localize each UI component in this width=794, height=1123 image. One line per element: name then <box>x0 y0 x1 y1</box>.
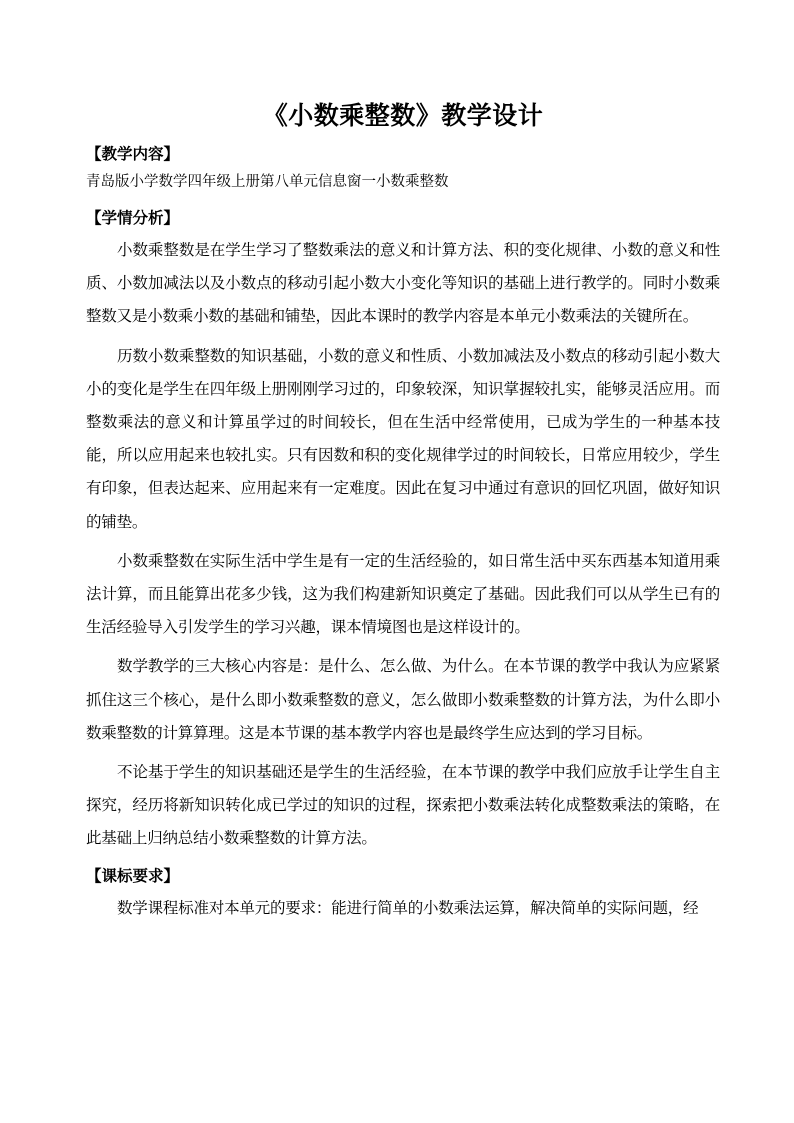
section-heading: 【课标要求】 <box>86 866 180 885</box>
paragraph: 历数小数乘整数的知识基础，小数的意义和性质、小数加减法及小数点的移动引起小数大小的变化是学生在四年级上册刚刚学习过的，印象较深，知识掌握较扎实，能够灵活应用。而整数乘法的意义和计算虽学过的时间较长，但在生活中经常使用，已成为学生的一种基本技能，所以应用起来也较扎实。只有因数和积的变化规律学过的时间较长，日常应用较少，学生有印象，但表达起来、应用起来有一定难度。因此在复习中通过有意识的回忆巩固，做好知识的铺垫。 <box>86 346 720 531</box>
paragraph: 数学教学的三大核心内容是：是什么、怎么做、为什么。在本节课的教学中我认为应紧紧抓住这三个核心，是什么即小数乘整数的意义，怎么做即小数乘整数的计算方法，为什么即小数乘整数的计算算理。这是本节课的基本教学内容也是最终学生应达到的学习目标。 <box>86 657 720 742</box>
section-heading: 【教学内容】 <box>86 145 180 163</box>
document-title: 《小数乘整数》教学设计 <box>262 101 544 130</box>
paragraph: 不论基于学生的知识基础还是学生的生活经验，在本节课的教学中我们应放手让学生自主探究，经历将新知识转化成已学过的知识的过程，探索把小数乘法转化成整数乘法的策略，在此基础上归纳总结小数乘整数的计算方法。 <box>86 763 720 848</box>
section-teaching-content <box>86 140 720 196</box>
paragraph: 小数乘整数在实际生活中学生是有一定的生活经验的，如日常生活中买东西基本知道用乘法计算，而且能算出花多少钱，这为我们构建新知识奠定了基础。因此我们可以从学生已有的生活经验导入引发学生的学习兴趣，课本情境图也是这样设计的。 <box>86 551 720 637</box>
section-curriculum-requirements <box>86 862 720 925</box>
document-page <box>86 96 720 931</box>
section-learner-analysis <box>86 204 720 856</box>
section-heading: 【学情分析】 <box>86 209 180 227</box>
paragraph: 小数乘整数是在学生学习了整数乘法的意义和计算方法、积的变化规律、小数的意义和性质、小数加减法以及小数点的移动引起小数大小变化等知识的基础上进行教学的。同时小数乘整数又是小数乘小数的基础和铺垫，因此本课时的教学内容是本单元小数乘法的关键所在。 <box>86 241 720 326</box>
paragraph: 数学课程标准对本单元的要求：能进行简单的小数乘法运算，解决简单的实际问题，经 <box>117 898 699 917</box>
teaching-content-line: 青岛版小学数学四年级上册第八单元信息窗一小数乘整数 <box>86 174 449 190</box>
